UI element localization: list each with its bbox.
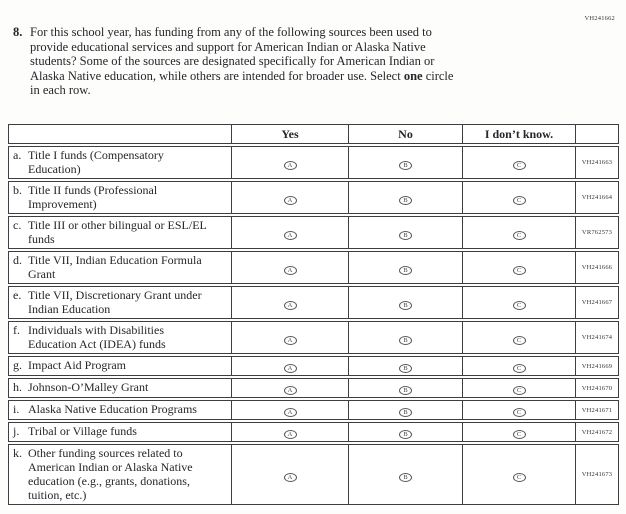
question-block	[13, 25, 575, 98]
column-header-item	[8, 124, 231, 144]
answer-bubble-dont-know[interactable]: C	[513, 408, 526, 417]
table-row	[8, 378, 619, 398]
table-header-row	[8, 124, 619, 144]
table-row	[8, 356, 619, 376]
answer-bubble-dont-know[interactable]: C	[513, 301, 526, 310]
row-label: Other funding sources related to American Indian or Alaska Native education (e.g., grants, donations, tuition, etc.)	[28, 446, 193, 502]
question-number: 8.	[13, 25, 23, 39]
row-letter: i.	[13, 402, 20, 416]
answer-bubble-yes[interactable]: A	[284, 161, 297, 170]
table-row	[8, 321, 619, 354]
answer-bubble-no[interactable]: B	[399, 408, 412, 417]
question-line: For this school year, has funding from any of the following sources been used to	[30, 25, 432, 39]
answer-bubble-no[interactable]: B	[399, 386, 412, 395]
answer-bubble-yes[interactable]: A	[284, 430, 297, 439]
answer-bubble-dont-know[interactable]: C	[513, 336, 526, 345]
column-header-code	[575, 124, 619, 144]
table-row	[8, 444, 619, 505]
table-row	[8, 216, 619, 249]
answer-bubble-no[interactable]: B	[399, 266, 412, 275]
answer-bubble-dont-know[interactable]: C	[513, 364, 526, 373]
table-row	[8, 251, 619, 284]
question-line: provide educational services and support for American Indian or Alaska Native	[30, 39, 426, 54]
table-row	[8, 286, 619, 319]
answer-bubble-yes[interactable]: A	[284, 301, 297, 310]
row-code: VH241674	[575, 321, 619, 354]
answer-bubble-no[interactable]: B	[399, 336, 412, 345]
row-code: VH241669	[575, 356, 619, 376]
row-code: VH241663	[575, 146, 619, 179]
answer-bubble-yes[interactable]: A	[284, 231, 297, 240]
row-label: Tribal or Village funds	[28, 424, 137, 438]
answer-bubble-dont-know[interactable]: C	[513, 196, 526, 205]
answer-bubble-no[interactable]: B	[399, 161, 412, 170]
row-letter: a.	[13, 148, 22, 162]
row-letter: f.	[13, 323, 20, 337]
row-letter: j.	[13, 424, 20, 438]
row-label: Title VII, Discretionary Grant under Indian Education	[28, 288, 202, 316]
answer-bubble-dont-know[interactable]: C	[513, 386, 526, 395]
question-line: students? Some of the sources are designated specifically for American Indian or	[30, 54, 435, 68]
row-code: VH241671	[575, 400, 619, 420]
answer-bubble-dont-know[interactable]: C	[513, 161, 526, 170]
row-code: VH241664	[575, 181, 619, 214]
answer-bubble-no[interactable]: B	[399, 301, 412, 310]
row-letter: b.	[13, 183, 22, 197]
row-label: Title III or other bilingual or ESL/EL funds	[28, 218, 207, 246]
answer-bubble-yes[interactable]: A	[284, 336, 297, 345]
row-code: VH241672	[575, 422, 619, 442]
answer-bubble-dont-know[interactable]: C	[513, 266, 526, 275]
answer-bubble-yes[interactable]: A	[284, 408, 297, 417]
question-line-segment: Alaska Native education, while others are intended for broader use. Select	[30, 68, 404, 83]
answer-bubble-yes[interactable]: A	[284, 196, 297, 205]
row-letter: k.	[13, 446, 22, 460]
answer-bubble-yes[interactable]: A	[284, 266, 297, 275]
answer-bubble-no[interactable]: B	[399, 231, 412, 240]
table-row	[8, 422, 619, 442]
form-code: VH241662	[584, 15, 615, 22]
question-text	[30, 25, 575, 98]
answer-bubble-no[interactable]: B	[399, 430, 412, 439]
column-header-dont-know: I don’t know.	[462, 124, 575, 144]
answer-bubble-yes[interactable]: A	[284, 473, 297, 482]
table-row	[8, 400, 619, 420]
answer-bubble-no[interactable]: B	[399, 196, 412, 205]
row-label: Impact Aid Program	[28, 358, 126, 372]
answer-bubble-yes[interactable]: A	[284, 386, 297, 395]
question-line-segment: circle	[422, 68, 454, 83]
row-code: VH241670	[575, 378, 619, 398]
table-row	[8, 146, 619, 179]
row-label: Title VII, Indian Education Formula Grant	[28, 253, 202, 281]
row-code: VH241667	[575, 286, 619, 319]
answer-bubble-yes[interactable]: A	[284, 364, 297, 373]
row-letter: c.	[13, 218, 22, 232]
table-row	[8, 181, 619, 214]
answer-bubble-no[interactable]: B	[399, 473, 412, 482]
row-letter: e.	[13, 288, 22, 302]
row-label: Alaska Native Education Programs	[28, 402, 197, 416]
row-letter: d.	[13, 253, 22, 267]
row-label: Individuals with Disabilities Education Act (IDEA) funds	[28, 323, 166, 351]
column-header-no: No	[348, 124, 462, 144]
row-letter: h.	[13, 380, 22, 394]
funding-sources-table	[8, 122, 619, 507]
row-label: Johnson-O’Malley Grant	[28, 380, 149, 394]
row-label: Title I funds (Compensatory Education)	[28, 148, 164, 176]
question-bold-word: one	[403, 68, 423, 83]
question-line: in each row.	[30, 83, 91, 97]
question-line	[30, 69, 575, 84]
answer-bubble-dont-know[interactable]: C	[513, 473, 526, 482]
row-code: VH241673	[575, 444, 619, 505]
row-letter: g.	[13, 358, 22, 372]
row-label: Title II funds (Professional Improvement)	[28, 183, 158, 211]
answer-bubble-dont-know[interactable]: C	[513, 430, 526, 439]
row-code: VR762573	[575, 216, 619, 249]
column-header-yes: Yes	[231, 124, 348, 144]
row-code: VH241666	[575, 251, 619, 284]
answer-bubble-dont-know[interactable]: C	[513, 231, 526, 240]
answer-bubble-no[interactable]: B	[399, 364, 412, 373]
